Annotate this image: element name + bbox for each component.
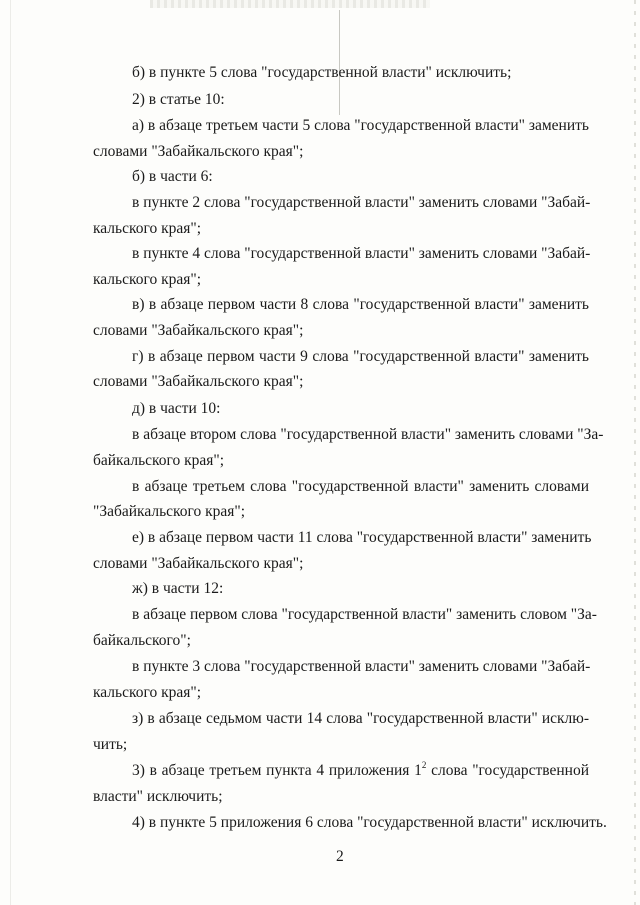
paragraph-14-line-2: байкальского"; (93, 632, 191, 649)
scan-artifact-right-edge (634, 0, 636, 905)
paragraph-17-line-1 (132, 762, 589, 780)
scan-artifact-line (339, 10, 340, 115)
paragraph-12-line-2: словами "Забайкальского края"; (93, 555, 304, 572)
paragraph-16-line-2: чить; (93, 736, 128, 753)
paragraph-7-line-1: в) в абзаце первом части 8 слова "государственной власти" заменить (132, 296, 589, 313)
paragraph-15-line-1: в пункте 3 слова "государственной власти" заменить словами "Забай- (132, 658, 591, 675)
page-number: 2 (336, 848, 344, 865)
paragraph-2-line-1: 2) в статье 10: (132, 91, 225, 108)
paragraph-5-line-2: кальского края"; (93, 220, 202, 237)
paragraph-17-text-pre: 3) в абзаце третьем пункта 4 приложения 1 (132, 762, 422, 779)
paragraph-5-line-1: в пункте 2 слова "государственной власти" заменить словами "Забай- (132, 194, 591, 211)
paragraph-3-line-1: а) в абзаце третьем части 5 слова "государственной власти" заменить (132, 117, 589, 134)
paragraph-3-line-2: словами "Забайкальского края"; (93, 143, 304, 160)
paragraph-6-line-1: в пункте 4 слова "государственной власти" заменить словами "Забай- (132, 245, 591, 262)
paragraph-7-line-2: словами "Забайкальского края"; (93, 322, 304, 339)
paragraph-8-line-2: словами "Забайкальского края"; (93, 373, 304, 390)
paragraph-8-line-1: г) в абзаце первом части 9 слова "государственной власти" заменить (132, 348, 589, 365)
paragraph-1-line-1: б) в пункте 5 слова "государственной власти" исключить; (132, 64, 512, 81)
scan-artifact-left-edge (10, 0, 11, 905)
paragraph-11-line-1: в абзаце третьем слова "государственной власти" заменить словами (132, 478, 589, 495)
paragraph-10-line-1: в абзаце втором слова "государственной власти" заменить словами "За- (132, 426, 604, 443)
paragraph-18-line-1: 4) в пункте 5 приложения 6 слова "государственной власти" исключить. (132, 814, 607, 831)
paragraph-13-line-1: ж) в части 12: (132, 580, 224, 597)
paragraph-6-line-2: кальского края"; (93, 271, 202, 288)
paragraph-12-line-1: е) в абзаце первом части 11 слова "государственной власти" заменить (132, 529, 592, 546)
paragraph-4-line-1: б) в части 6: (132, 168, 213, 185)
paragraph-14-line-1: в абзаце первом слова "государственной власти" заменить словом "За- (132, 606, 597, 623)
scan-artifact-top (150, 0, 430, 8)
paragraph-16-line-1: з) в абзаце седьмом части 14 слова "государственной власти" исклю- (132, 710, 589, 727)
superscript-index: 2 (421, 760, 427, 770)
paragraph-17-line-2: власти" исключить; (93, 788, 223, 805)
paragraph-15-line-2: кальского края"; (93, 684, 202, 701)
paragraph-11-line-2: "Забайкальского края"; (93, 503, 246, 520)
paragraph-17-text-post: слова "государственной (426, 762, 590, 779)
paragraph-9-line-1: д) в части 10: (132, 400, 221, 417)
paragraph-10-line-2: байкальского края"; (93, 452, 225, 469)
